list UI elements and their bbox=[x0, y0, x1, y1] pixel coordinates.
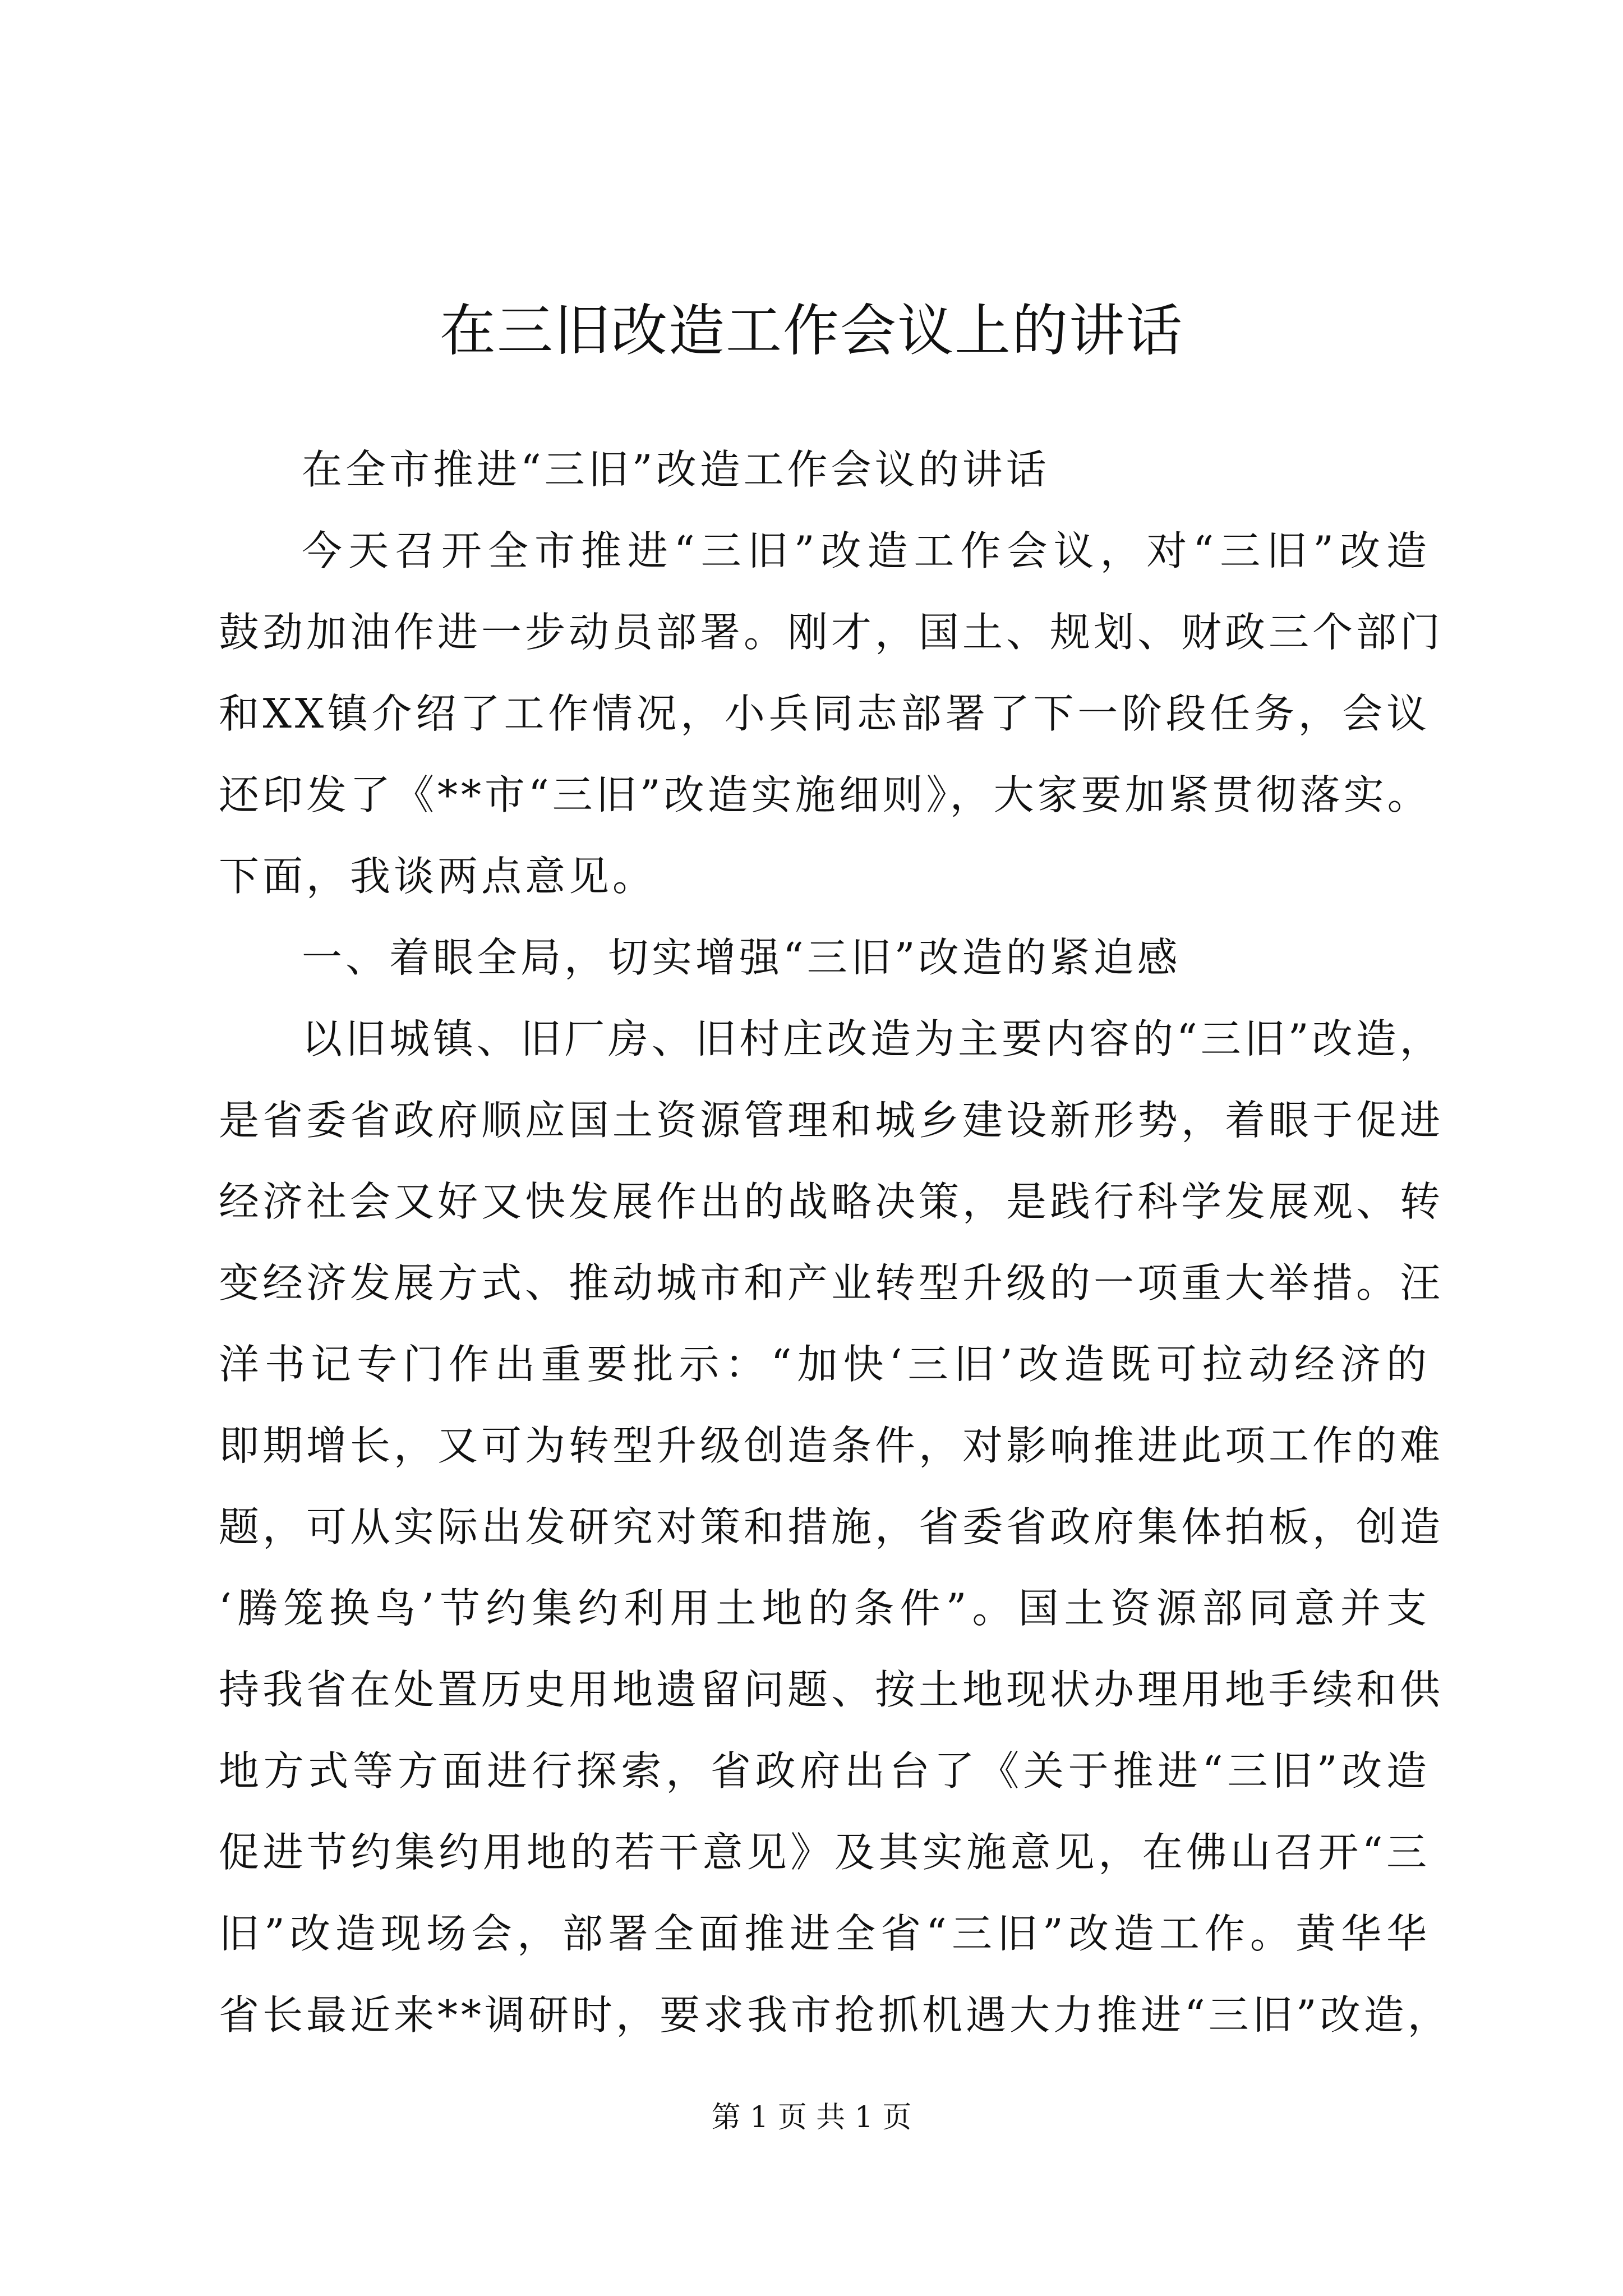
body-line: 省长最近来**调研时，要求我市抢抓机遇大力推进“三旧”改造， bbox=[219, 1991, 1451, 2039]
body-line: 是省委省政府顺应国土资源管理和城乡建设新形势，着眼于促进 bbox=[219, 1097, 1444, 1144]
body-line: 经济社会又好又快发展作出的战略决策，是践行科学发展观、转 bbox=[219, 1178, 1444, 1225]
document-title: 在三旧改造工作会议上的讲话 bbox=[440, 298, 1183, 364]
page-footer: 第 1 页 共 1 页 bbox=[711, 2101, 912, 2134]
body-line: 持我省在处置历史用地遗留问题、按土地现状办理用地手续和供 bbox=[219, 1666, 1444, 1713]
body-line: 以旧城镇、旧厂房、旧村庄改造为主要内容的“三旧”改造， bbox=[302, 1015, 1444, 1062]
body-line: 在全市推进“三旧”改造工作会议的讲话 bbox=[302, 446, 1050, 493]
body-line: 和XX镇介绍了工作情况，小兵同志部署了下一阶段任务，会议 bbox=[219, 690, 1430, 737]
body-line: 促进节约集约用地的若干意见》及其实施意见，在佛山召开“三 bbox=[219, 1829, 1430, 1876]
body-line: 题，可从实际出发研究对策和措施，省委省政府集体拍板，创造 bbox=[219, 1503, 1444, 1550]
body-line: 鼓劲加油作进一步动员部署。刚才，国土、规划、财政三个部门 bbox=[219, 609, 1444, 656]
body-line: 下面，我谈两点意见。 bbox=[219, 853, 657, 900]
body-line: 旧”改造现场会，部署全面推进全省“三旧”改造工作。黄华华 bbox=[219, 1910, 1430, 1957]
body-line: 一、着眼全局，切实增强“三旧”改造的紧迫感 bbox=[302, 934, 1181, 981]
document-body bbox=[219, 429, 1451, 2056]
body-line: 变经济发展方式、推动城市和产业转型升级的一项重大举措。汪 bbox=[219, 1259, 1444, 1306]
body-line: 地方式等方面进行探索，省政府出台了《关于推进“三旧”改造 bbox=[219, 1747, 1430, 1795]
body-line: 即期增长，又可为转型升级创造条件，对影响推进此项工作的难 bbox=[219, 1422, 1444, 1469]
body-line: 洋书记专门作出重要批示：“加快‘三旧’改造既可拉动经济的 bbox=[219, 1341, 1430, 1388]
body-line: 还印发了《**市“三旧”改造实施细则》，大家要加紧贯彻落实。 bbox=[219, 771, 1431, 818]
body-line: ‘腾笼换鸟’节约集约利用土地的条件”。国土资源部同意并支 bbox=[219, 1585, 1430, 1632]
body-line: 今天召开全市推进“三旧”改造工作会议，对“三旧”改造 bbox=[302, 527, 1430, 574]
